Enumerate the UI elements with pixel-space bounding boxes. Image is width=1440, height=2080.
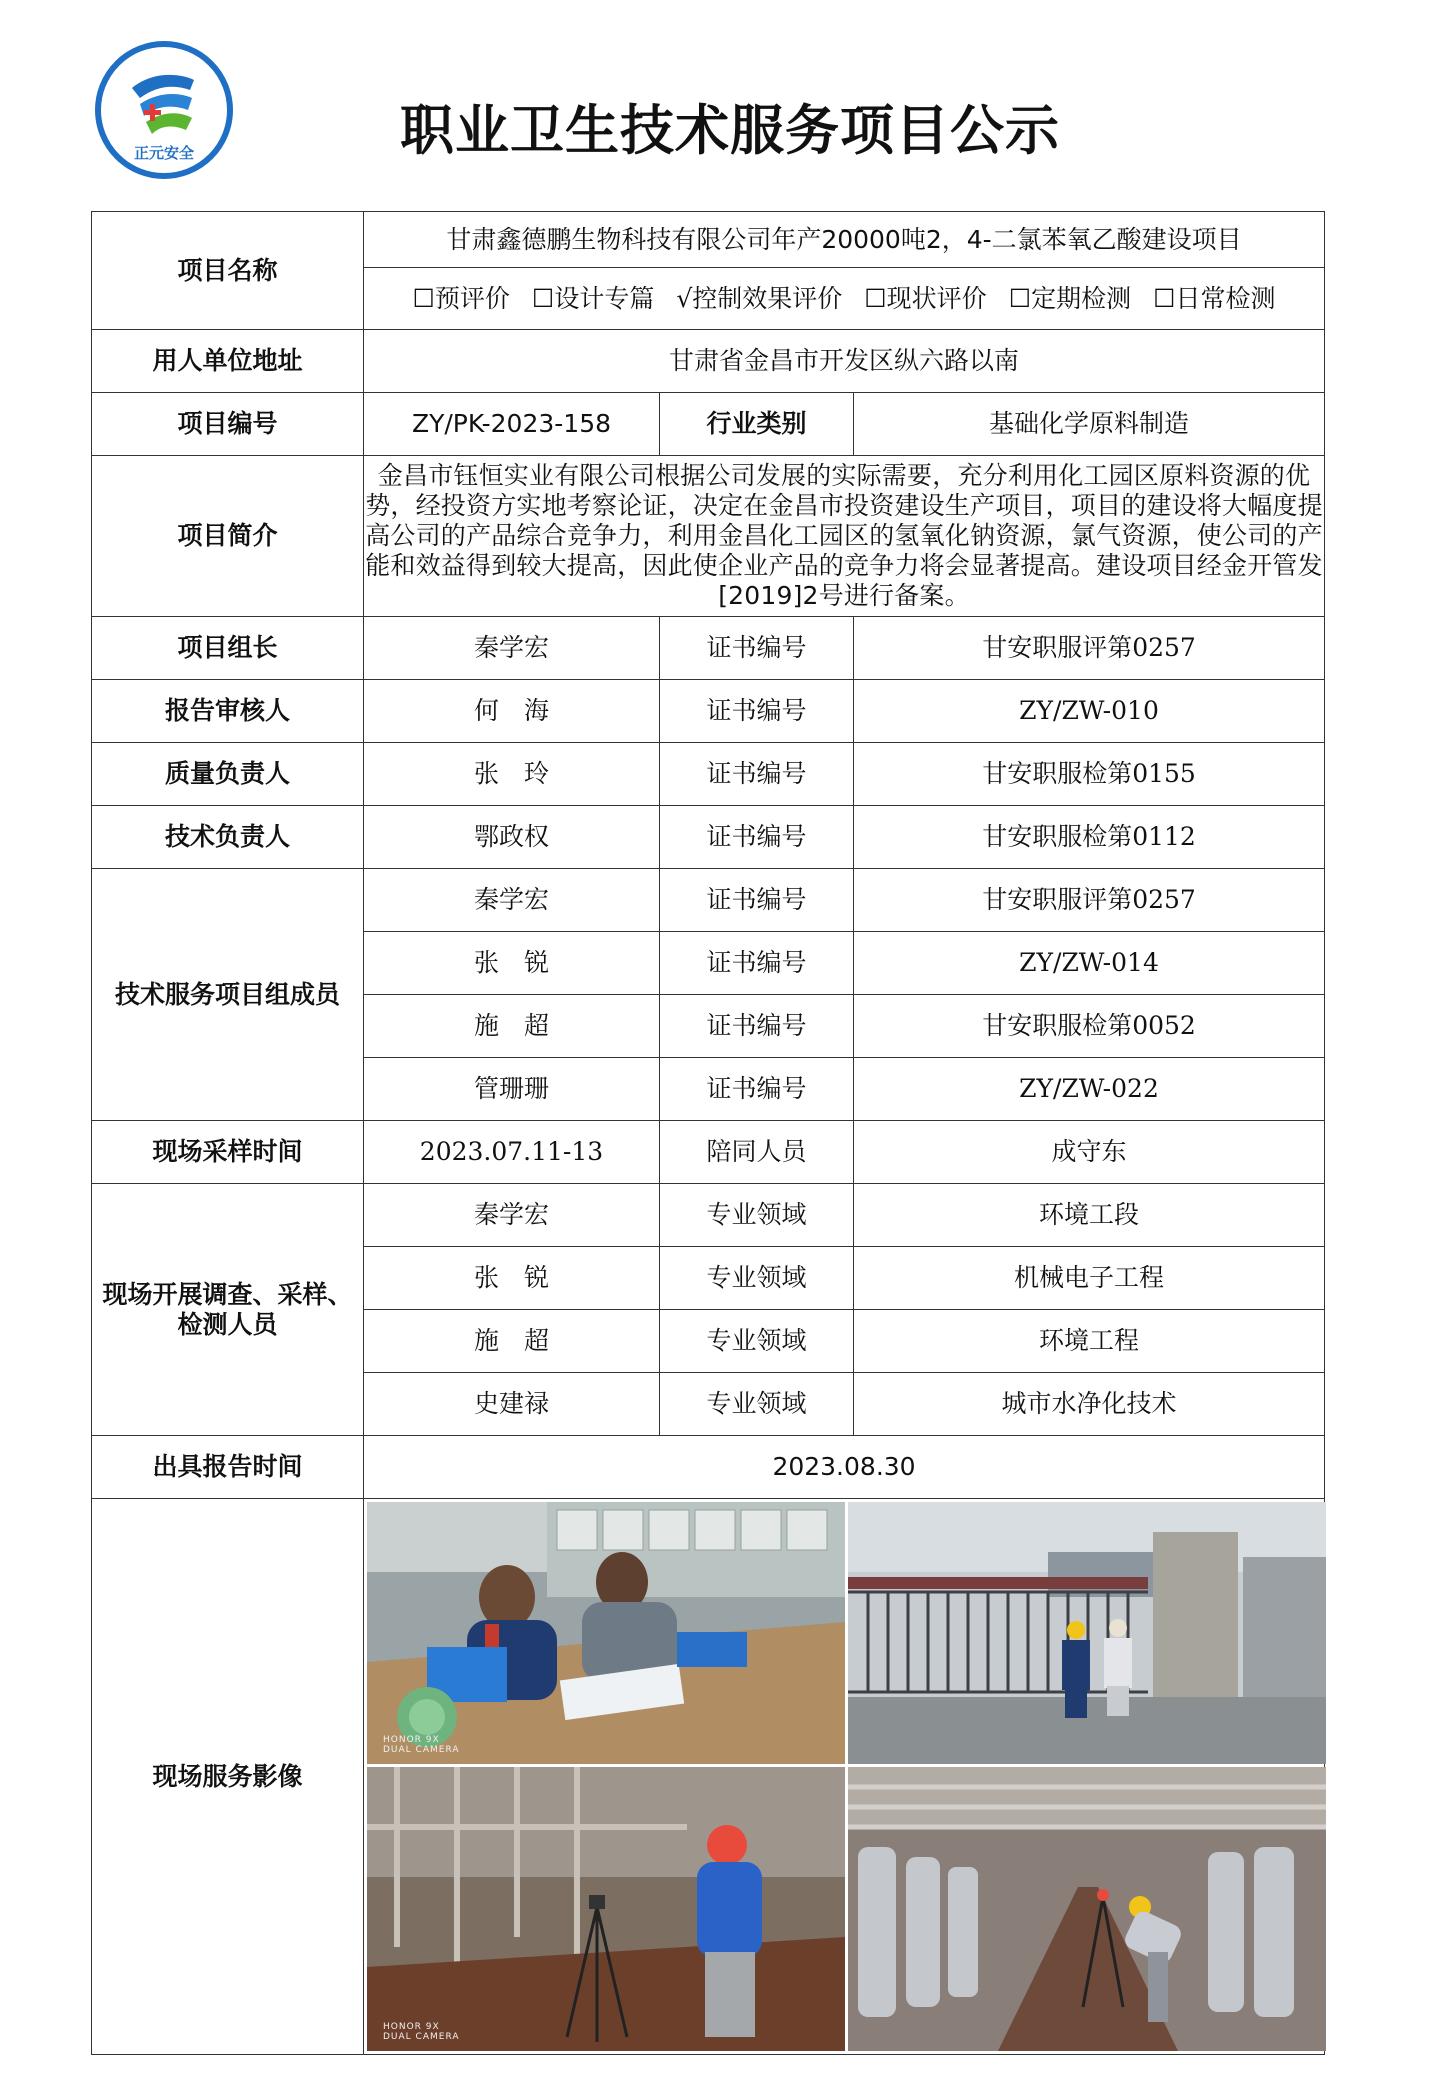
field-label: 专业领域 xyxy=(660,1184,854,1247)
option-design-section: ☐设计专篇 xyxy=(531,283,655,313)
table-row xyxy=(92,212,1325,268)
photos-cell xyxy=(364,1499,1325,2055)
table-row xyxy=(92,1184,1325,1247)
cert-number: 甘安职服检第0155 xyxy=(854,743,1325,806)
sampling-time-label: 现场采样时间 xyxy=(92,1121,364,1184)
cert-number: ZY/ZW-010 xyxy=(854,680,1325,743)
table-row xyxy=(92,393,1325,456)
member-name: 秦学宏 xyxy=(364,869,660,932)
companion-label: 陪同人员 xyxy=(660,1121,854,1184)
member-name: 管珊珊 xyxy=(364,1058,660,1121)
project-code-label: 项目编号 xyxy=(92,393,364,456)
cert-label: 证书编号 xyxy=(660,1058,854,1121)
table-row xyxy=(92,1121,1325,1184)
industry-value: 基础化学原料制造 xyxy=(854,393,1325,456)
cert-number: ZY/ZW-014 xyxy=(854,932,1325,995)
table-row xyxy=(92,1499,1325,2055)
table-row xyxy=(92,330,1325,393)
project-intro-text: 金昌市钰恒实业有限公司根据公司发展的实际需要，充分利用化工园区原料资源的优势，经投资方实地考察论证，决定在金昌市投资建设生产项目，项目的建设将大幅度提高公司的产品综合竞争力，利用金昌化工园区的氢氧化钠资源，氯气资源，使公司的产能和效益得到较大提高，因此使企业产品的竞争力将会显著提高。建设项目经金开管发[2019]2号进行备案。 xyxy=(364,456,1325,617)
cert-number: 甘安职服评第0257 xyxy=(854,869,1325,932)
member-name: 施 超 xyxy=(364,995,660,1058)
option-control-effect-evaluation: √控制效果评价 xyxy=(676,283,843,313)
page-title: 职业卫生技术服务项目公示 xyxy=(400,99,1060,162)
evaluation-type-options xyxy=(364,268,1325,330)
address-label: 用人单位地址 xyxy=(92,330,364,393)
role-label: 技术负责人 xyxy=(92,806,364,869)
field-member-name: 史建禄 xyxy=(364,1373,660,1436)
project-code-value: ZY/PK-2023-158 xyxy=(364,393,660,456)
report-date-value: 2023.08.30 xyxy=(364,1436,1325,1499)
sampling-time-value: 2023.07.11-13 xyxy=(364,1121,660,1184)
field-member-name: 秦学宏 xyxy=(364,1184,660,1247)
field-member-name: 张 锐 xyxy=(364,1247,660,1310)
role-label: 项目组长 xyxy=(92,617,364,680)
role-label: 质量负责人 xyxy=(92,743,364,806)
person-name: 鄂政权 xyxy=(364,806,660,869)
cert-number: ZY/ZW-022 xyxy=(854,1058,1325,1121)
site-photo-office xyxy=(367,1502,845,1764)
team-label: 技术服务项目组成员 xyxy=(92,869,364,1121)
project-info-table xyxy=(91,211,1325,2055)
cert-label: 证书编号 xyxy=(660,806,854,869)
person-name: 何 海 xyxy=(364,680,660,743)
table-row xyxy=(92,680,1325,743)
option-pre-evaluation: ☐预评价 xyxy=(412,283,510,313)
address-value: 甘肃省金昌市开发区纵六路以南 xyxy=(364,330,1325,393)
field-value: 环境工程 xyxy=(854,1310,1325,1373)
cert-label: 证书编号 xyxy=(660,743,854,806)
field-staff-label: 现场开展调查、采样、检测人员 xyxy=(92,1184,364,1436)
companion-value: 成守东 xyxy=(854,1121,1325,1184)
field-label: 专业领域 xyxy=(660,1247,854,1310)
member-name: 张 锐 xyxy=(364,932,660,995)
option-daily-testing: ☐日常检测 xyxy=(1153,283,1276,313)
cert-number: 甘安职服评第0257 xyxy=(854,617,1325,680)
field-value: 城市水净化技术 xyxy=(854,1373,1325,1436)
project-intro-label: 项目简介 xyxy=(92,456,364,617)
cert-label: 证书编号 xyxy=(660,680,854,743)
site-photo-pipe-corridor xyxy=(848,1767,1326,2051)
field-label: 专业领域 xyxy=(660,1373,854,1436)
company-logo xyxy=(94,40,234,180)
field-value: 环境工段 xyxy=(854,1184,1325,1247)
cert-label: 证书编号 xyxy=(660,617,854,680)
cert-number: 甘安职服检第0052 xyxy=(854,995,1325,1058)
person-name: 张 玲 xyxy=(364,743,660,806)
person-name: 秦学宏 xyxy=(364,617,660,680)
field-label: 专业领域 xyxy=(660,1310,854,1373)
logo-text: 正元安全 xyxy=(133,144,195,162)
project-name-label: 项目名称 xyxy=(92,212,364,330)
table-row xyxy=(92,743,1325,806)
table-row xyxy=(92,617,1325,680)
industry-label: 行业类别 xyxy=(660,393,854,456)
report-date-label: 出具报告时间 xyxy=(92,1436,364,1499)
cert-label: 证书编号 xyxy=(660,995,854,1058)
table-row xyxy=(92,456,1325,617)
camera-watermark: HONOR 9X DUAL CAMERA xyxy=(383,1735,460,1756)
cert-label: 证书编号 xyxy=(660,932,854,995)
table-row xyxy=(92,1436,1325,1499)
camera-watermark: HONOR 9X DUAL CAMERA xyxy=(383,2022,460,2043)
site-photo-outdoor xyxy=(848,1502,1326,1764)
site-photo-plant-worker xyxy=(367,1767,845,2051)
field-value: 机械电子工程 xyxy=(854,1247,1325,1310)
project-name-value: 甘肃鑫德鹏生物科技有限公司年产20000吨2，4-二氯苯氧乙酸建设项目 xyxy=(364,212,1325,268)
table-row xyxy=(92,806,1325,869)
photos-label: 现场服务影像 xyxy=(92,1499,364,2055)
option-status-evaluation: ☐现状评价 xyxy=(864,283,987,313)
table-row xyxy=(92,869,1325,932)
option-periodic-testing: ☐定期检测 xyxy=(1008,283,1132,313)
field-member-name: 施 超 xyxy=(364,1310,660,1373)
role-label: 报告审核人 xyxy=(92,680,364,743)
cert-number: 甘安职服检第0112 xyxy=(854,806,1325,869)
cert-label: 证书编号 xyxy=(660,869,854,932)
